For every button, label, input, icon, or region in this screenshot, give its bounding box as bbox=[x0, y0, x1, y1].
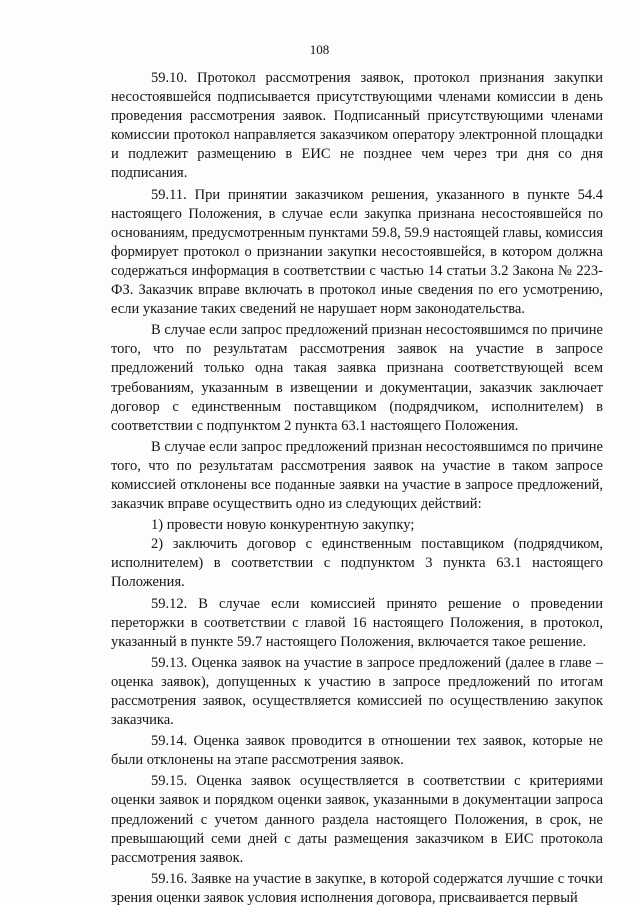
list-item-new-procurement: 1) провести новую конкурентную закупку; bbox=[151, 517, 415, 534]
paragraph-59-12: 59.12. В случае если комиссией принято решение о проведении переторжки в соответствии с главой 16 настоящего Положения, в протокол, указанный в пункте 59.7 настоящего Положения, включается такое решение. bbox=[111, 595, 603, 650]
list-item-sole-supplier: 2) заключить договор с единственным поставщиком (подрядчиком, исполнителем) в соответствии с подпунктом 3 пункта 63.1 настоящего Положения. bbox=[111, 536, 603, 591]
page-number: 108 bbox=[309, 42, 330, 57]
paragraph-59-11: 59.11. При принятии заказчиком решения, указанного в пункте 54.4 настоящего Положения, в случае если закупка признана несостоявшейся по основаниям, предусмотренным пунктами 59.8, 59.9 настоящей главы, комиссия формирует протокол о признании закупки несостоявшейся, в котором должна содержаться информация в соответствии с частью 14 статьи 3.2 Закона № 223-ФЗ. Заказчик вправе включать в протокол иные сведения по его усмотрению, если указание таких сведений не нарушает норм законодательства. bbox=[111, 186, 603, 318]
paragraph-59-16: 59.16. Заявке на участие в закупке, в которой содержатся лучшие с точки зрения оценки заявок условия исполнения договора, присваивается первый bbox=[111, 870, 603, 906]
paragraph-59-14: 59.14. Оценка заявок проводится в отношении тех заявок, которые не были отклонены на этапе рассмотрения заявок. bbox=[111, 733, 603, 769]
document-body bbox=[111, 69, 603, 910]
paragraph-all-rejected: В случае если запрос предложений признан несостоявшимся по причине того, что по результатам рассмотрения заявок на участие в таком запросе комиссией отклонены все поданные заявки на участие в запросе предложений, заказчик вправе осуществить одно из следующих действий: bbox=[111, 438, 603, 513]
paragraph-single-bid: В случае если запрос предложений признан несостоявшимся по причине того, что по результатам рассмотрения заявок на участие в запросе предложений только одна такая заявка признана соответствующей всем требованиям, указанным в извещении и документации, заказчик заключает договор с единственным поставщиком (подрядчиком, исполнителем) в соответствии с подпунктом 2 пункта 63.1 настоящего Положения. bbox=[111, 322, 603, 434]
paragraph-59-10: 59.10. Протокол рассмотрения заявок, протокол признания закупки несостоявшейся подписывается присутствующими членами комиссии в день проведения рассмотрения заявок. Подписанный присутствующими членами комиссии протокол направляется заказчиком оператору электронной площадки и подлежит размещению в ЕИС не позднее чем через три дня со дня подписания. bbox=[111, 70, 603, 182]
paragraph-59-15: 59.15. Оценка заявок осуществляется в соответствии с критериями оценки заявок и порядком оценки заявок, указанными в документации запроса предложений с учетом данного раздела настоящего Положения, в срок, не превышающий семи дней с даты размещения заказчиком в ЕИС протокола рассмотрения заявок. bbox=[111, 773, 603, 866]
paragraph-59-13: 59.13. Оценка заявок на участие в запросе предложений (далее в главе – оценка заявок), допущенных к участию в запросе предложений по итогам рассмотрения заявок, осуществляется комиссией по осуществлению закупок заказчика. bbox=[111, 654, 603, 729]
